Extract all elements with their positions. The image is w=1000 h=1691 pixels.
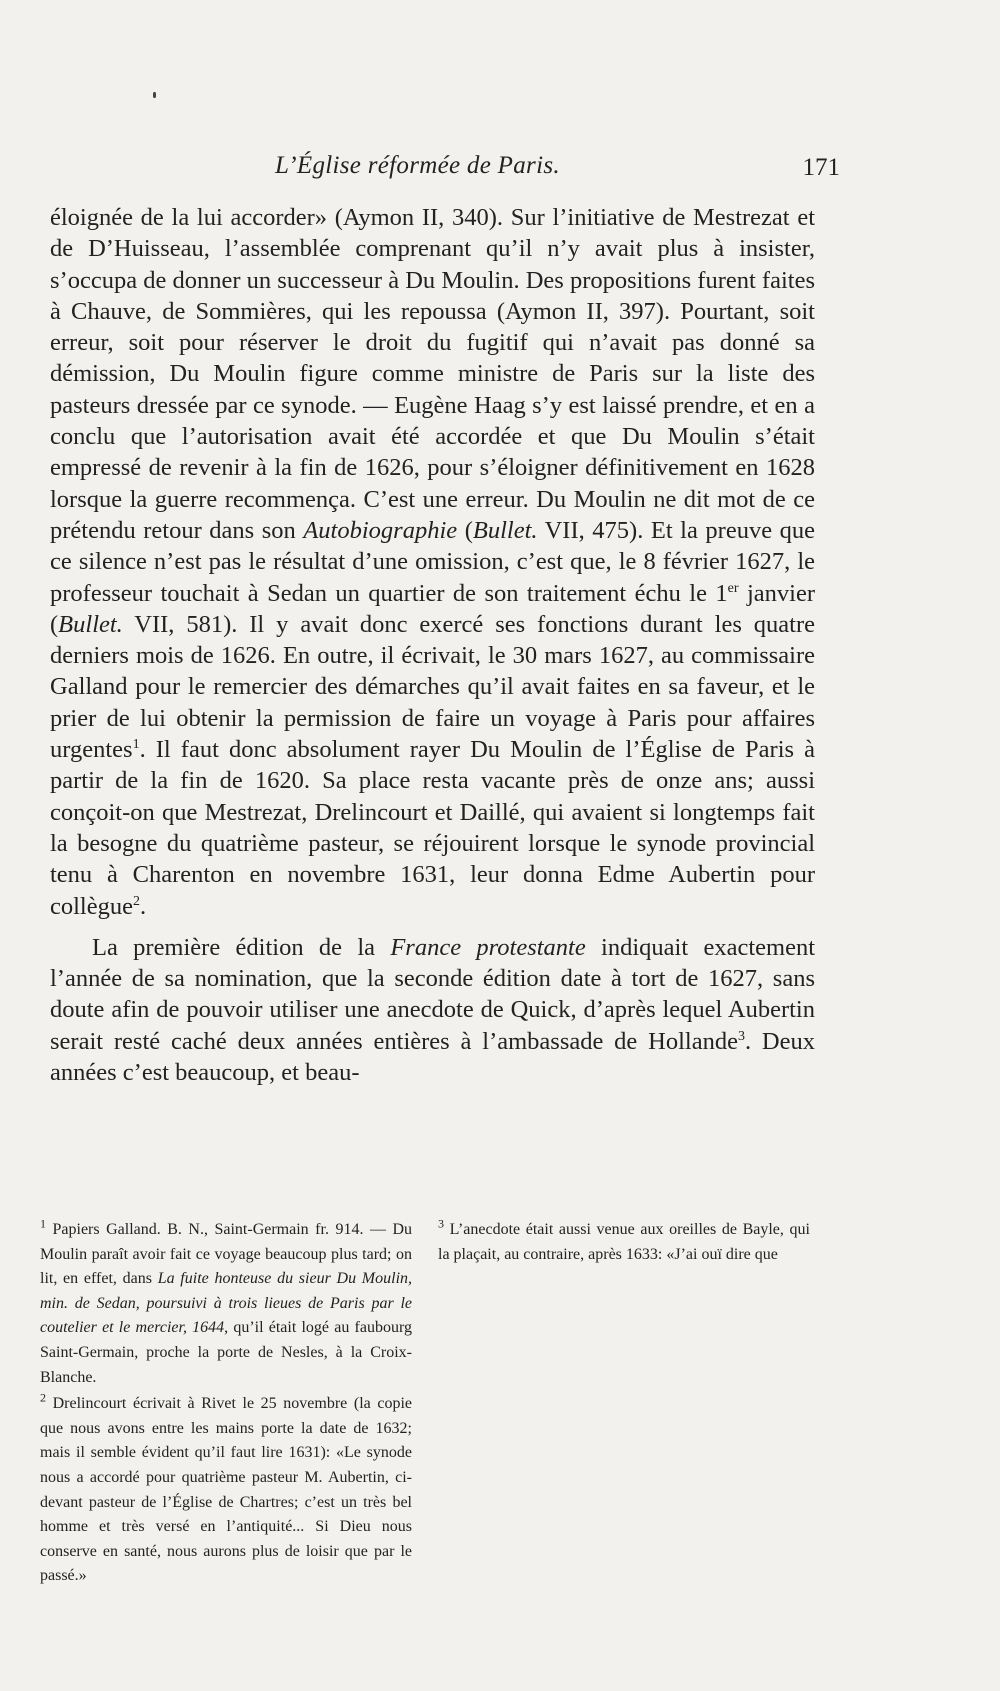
footnotes [40, 1218, 810, 1589]
text-run: indiquait exactement l’année de sa nomination, que la seconde édition date à tort de 1627, sans doute afin de pouvoir utiliser une anecdote de Quick, d’après lequel Aubertin serait resté caché deux années entières à l’ambassade de Hollande [50, 933, 816, 1055]
text-run: . Il faut donc absolument rayer Du Moulin de l’Église de Paris à partir de la fin de 1620. Sa place resta vacante près de onze ans; aussi conçoit-on que Mestrezat, Drelincourt et Daillé, qui avaient si longtemps fait la besogne du quatrième pasteur, se réjouirent lorsque le synode provincial tenu à Charenton en novembre 1631, leur donna Edme Aubertin pour collègue [50, 736, 815, 920]
ink-speck [153, 92, 156, 98]
text-run: janvier ( [50, 579, 816, 638]
running-title: L’Église réformée de Paris. [275, 152, 560, 179]
footnote-number: 1 [40, 1216, 46, 1231]
text-run: VII, 475). Et la preuve que ce silence n’est pas le résultat d’une omission, c’est que, le 8 février 1627, le professeur touchait à Sedan un quartier de son traitement échu le 1 [50, 516, 815, 607]
footnote-number: 3 [438, 1216, 444, 1231]
footnote-ref: 2 [133, 893, 140, 909]
text-run: éloignée de la lui accorder» (Aymon II, 340). Sur l’initiative de Mestrezat et de D’Huisseau, l’assemblée comprenant qu’il n’y avait plus à insister, s’occupa de donner un successeur à Du Moulin. Des propositions furent faites à Chauve, de Sommières, qui les repoussa (Aymon II, 397). Pourtant, soit erreur, soit pour réserver le droit du fugitif qui n’avait pas donné sa démission, Du Moulin figure comme ministre de Paris sur la liste des pasteurs dressée par ce synode. — Eugène Haag s’y est laissé prendre, et en a conclu que l’autorisation avait été accordée et que Du Moulin s’était empressé de revenir à la fin de 1626, pour s’éloigner définitivement en 1628 lorsque la guerre recommença. C’est une erreur. Du Moulin ne dit mot de ce prétendu retour dans son [50, 204, 815, 544]
text-run: ( [457, 516, 473, 544]
ordinal-superscript: er [727, 580, 739, 596]
text-run: VII, 581). Il y avait donc exercé ses fonctions durant les quatre derniers mois de 1626. En outre, il écrivait, le 30 mars 1627, au commissaire Galland pour le remercier des démarches qu’il avait faites en sa faveur, et le prier de lui obtenir la permission de faire un voyage à Paris pour affaires urgentes [50, 610, 815, 764]
footnote-2 [40, 1392, 412, 1589]
footnote-ref: 1 [132, 736, 140, 752]
footnote-ref: 3 [737, 1028, 745, 1044]
footnote-number: 2 [40, 1390, 46, 1405]
text-run: Papiers Galland. B. N., Saint-Germain fr. 914. — Du Moulin paraît avoir fait ce voyage beaucoup plus tard; on lit, en effet, dans [40, 1221, 412, 1288]
italic-title: France protestante [390, 933, 586, 961]
page-number: 171 [802, 154, 840, 181]
italic-title: Autobiographie [303, 516, 458, 544]
footnote-column-right [438, 1218, 810, 1589]
italic-title: La fuite honteuse du sieur Du Moulin, min. de Sedan, poursuivi à trois lieues de Paris par le coutelier et le mercier, 1644 [40, 1270, 413, 1337]
paragraph [50, 932, 815, 1088]
text-run: . [140, 892, 147, 920]
text-run: , qu’il était logé au faubourg Saint-Germain, proche la porte de Nesles, à la Croix-Blanche. [40, 1319, 412, 1386]
text-run: . Deux années c’est beaucoup, et beau- [50, 1027, 816, 1087]
italic-abbrev: Bullet. [58, 610, 123, 638]
footnote-1 [40, 1218, 412, 1390]
page-header [50, 152, 840, 192]
footnote-column-left [40, 1218, 412, 1589]
text-run: Drelincourt écrivait à Rivet le 25 novembre (la copie que nous avons entre les mains porte la date de 1632; mais il semble évident qu’il faut lire 1631): «Le synode nous a accordé pour quatrième pasteur M. Aubertin, ci-devant pasteur de l’Église de Chartres; c’est un très bel homme et très versé en l’antiquité... Si Dieu nous conserve en santé, nous aurons plus de loisir que par le passé.» [40, 1395, 412, 1585]
italic-abbrev: Bullet. [472, 516, 538, 544]
paragraph [50, 202, 815, 922]
text-run: La première édition de la [92, 933, 391, 961]
text-run: L’anecdote était aussi venue aux oreilles de Bayle, qui la plaçait, au contraire, après 1633: «J’ai ouï dire que [438, 1221, 810, 1263]
main-text [50, 202, 815, 1088]
footnote-3 [438, 1218, 810, 1267]
